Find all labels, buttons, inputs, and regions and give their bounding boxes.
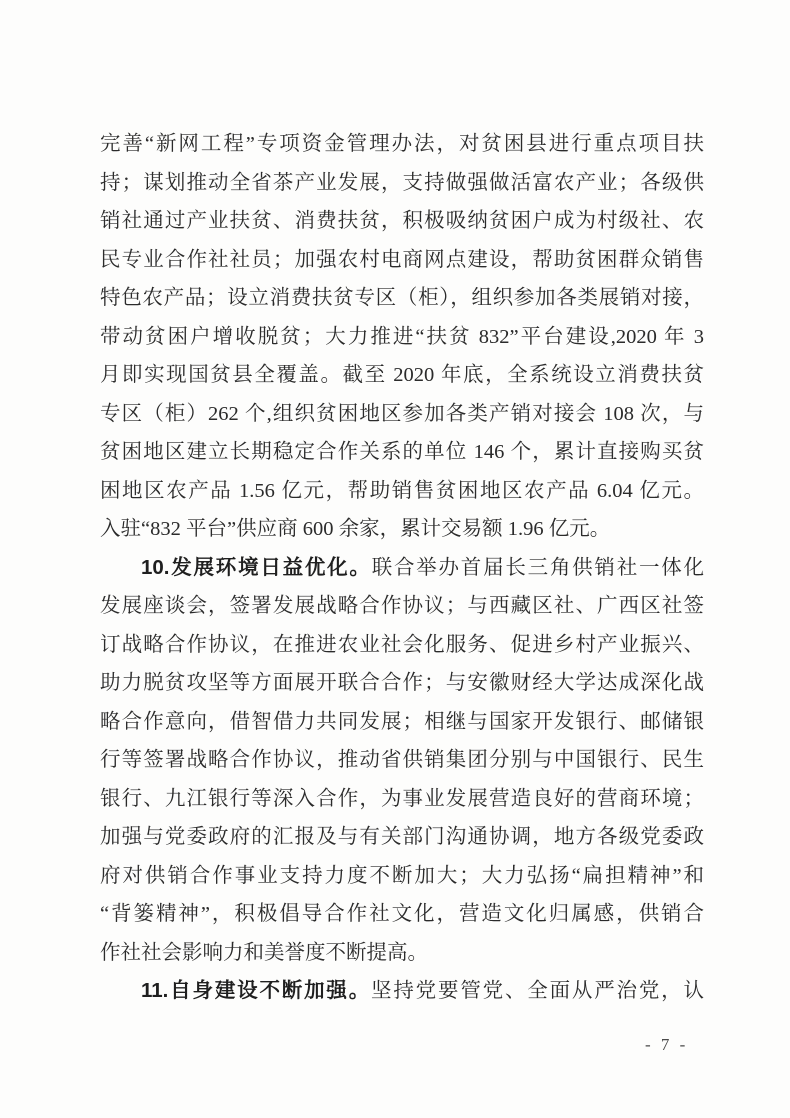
text-line: “背篓精神”，积极倡导合作社文化，营造文化归属感，供销合 bbox=[100, 903, 704, 925]
document-text-block bbox=[100, 125, 704, 1011]
text-line: 行等签署战略合作协议，推动省供销集团分别与中国银行、民生 bbox=[100, 749, 704, 771]
text-line: 加强与党委政府的汇报及与有关部门沟通协调，地方各级党委政 bbox=[100, 826, 704, 848]
text-line: 持；谋划推动全省茶产业发展，支持做强做活富农产业；各级供 bbox=[100, 171, 704, 194]
text-line: 略合作意向，借智借力共同发展；相继与国家开发银行、邮储银 bbox=[100, 710, 704, 733]
paragraph-10-heading: 10.发展环境日益优化。 bbox=[141, 555, 372, 579]
text-line: 特色农产品；设立消费扶贫专区（柜），组织参加各类展销对接， bbox=[100, 287, 704, 309]
text-line: 困地区农产品 1.56 亿元，帮助销售贫困地区农产品 6.04 亿元。 bbox=[100, 479, 704, 502]
text-line: 带动贫困户增收脱贫；大力推进“扶贫 832”平台建设,2020 年 3 bbox=[100, 325, 704, 348]
text-line: 完善“新网工程”专项资金管理办法，对贫困县进行重点项目扶 bbox=[100, 133, 704, 155]
text-line: 专区（柜）262 个,组织贫困地区参加各类产销对接会 108 次，与 bbox=[100, 402, 704, 425]
paragraph-11-heading: 11.自身建设不断加强。 bbox=[141, 979, 372, 1002]
text-line: 入驻“832 平台”供应商 600 余家，累计交易额 1.96 亿元。 bbox=[100, 518, 611, 540]
text-line: 民专业合作社社员；加强农村电商网点建设，帮助贫困群众销售 bbox=[100, 248, 704, 271]
text-line: 银行、九江银行等深入合作，为事业发展营造良好的营商环境； bbox=[100, 787, 704, 810]
text-line: 月即实现国贫县全覆盖。截至 2020 年底，全系统设立消费扶贫 bbox=[100, 364, 704, 386]
paragraph-11-first-line-text: 坚持党要管党、全面从严治党，认 bbox=[371, 980, 704, 1002]
text-line: 贫困地区建立长期稳定合作关系的单位 146 个，累计直接购买贫 bbox=[100, 441, 704, 463]
paragraph-11-first-line bbox=[100, 972, 704, 1011]
page-number: - 7 - bbox=[645, 1035, 689, 1054]
text-line: 助力脱贫攻坚等方面展开联合合作；与安徽财经大学达成深化战 bbox=[100, 672, 704, 694]
text-line: 作社社会影响力和美誉度不断提高。 bbox=[100, 941, 428, 964]
text-line: 府对供销合作事业支持力度不断加大；大力弘扬“扁担精神”和 bbox=[100, 864, 704, 887]
paragraph-10-first-line-text: 联合举办首届长三角供销社一体化 bbox=[371, 556, 705, 579]
paragraph-10-first-line bbox=[100, 549, 704, 588]
text-line: 发展座谈会，签署发展战略合作协议；与西藏区社、广西区社签 bbox=[100, 595, 704, 617]
text-line: 销社通过产业扶贫、消费扶贫，积极吸纳贫困户成为村级社、农 bbox=[100, 210, 704, 232]
text-line: 订战略合作协议，在推进农业社会化服务、促进乡村产业振兴、 bbox=[100, 633, 704, 656]
